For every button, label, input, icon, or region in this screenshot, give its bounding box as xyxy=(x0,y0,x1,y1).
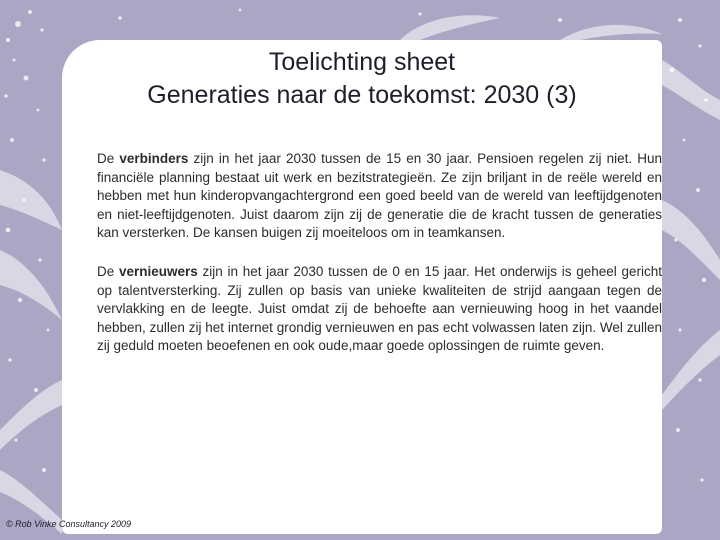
slide-title xyxy=(62,46,662,112)
paragraph-verbinders xyxy=(97,150,662,243)
term-verbinders: verbinders xyxy=(119,151,189,166)
body-text xyxy=(97,150,662,376)
term-vernieuwers: vernieuwers xyxy=(118,263,198,279)
copyright-footer: © Rob Vinke Consultancy 2009 xyxy=(6,519,132,529)
paragraph-2-text: zijn in het jaar 2030 tussen de 0 en 15 jaar. Het onderwijs is geheel gericht op talentversterking. Zij zullen op basis van unieke kwaliteiten de strijd aangaan tegen de vervlakking en de leegte. Juist omdat zij de behoefte aan vernieuwing hoog in het vaandel hebben, zullen zij het internet grondig vernieuwen en pas echt volwassen laten zijn. Wel zullen zij geduld moeten beoefenen en ook oude,maar goede oplossingen de ruimte geven. xyxy=(97,263,662,354)
title-line-2: Generaties naar de toekomst: 2030 (3) xyxy=(147,81,577,109)
paragraph-1-prefix: De xyxy=(97,151,120,166)
title-line-1: Toelichting sheet xyxy=(268,48,456,76)
paragraph-2-prefix: De xyxy=(97,263,119,279)
paragraph-vernieuwers xyxy=(97,263,662,356)
paragraph-1-text: zijn in het jaar 2030 tussen de 15 en 30 jaar. Pensioen regelen zij niet. Hun financiële planning bestaat uit werk en bezitstrategieën. Ze zijn briljant in de reële wereld en hebben met hun kinderopvangachtergrond een goed beeld van de wereld van leeftijdgenoten en niet-leeftijdgenoten. Juist daarom zijn zij de generatie die de kracht tussen de generaties kan versterken. De kansen buigen zij moeiteloos om in teamkansen. xyxy=(97,151,662,241)
